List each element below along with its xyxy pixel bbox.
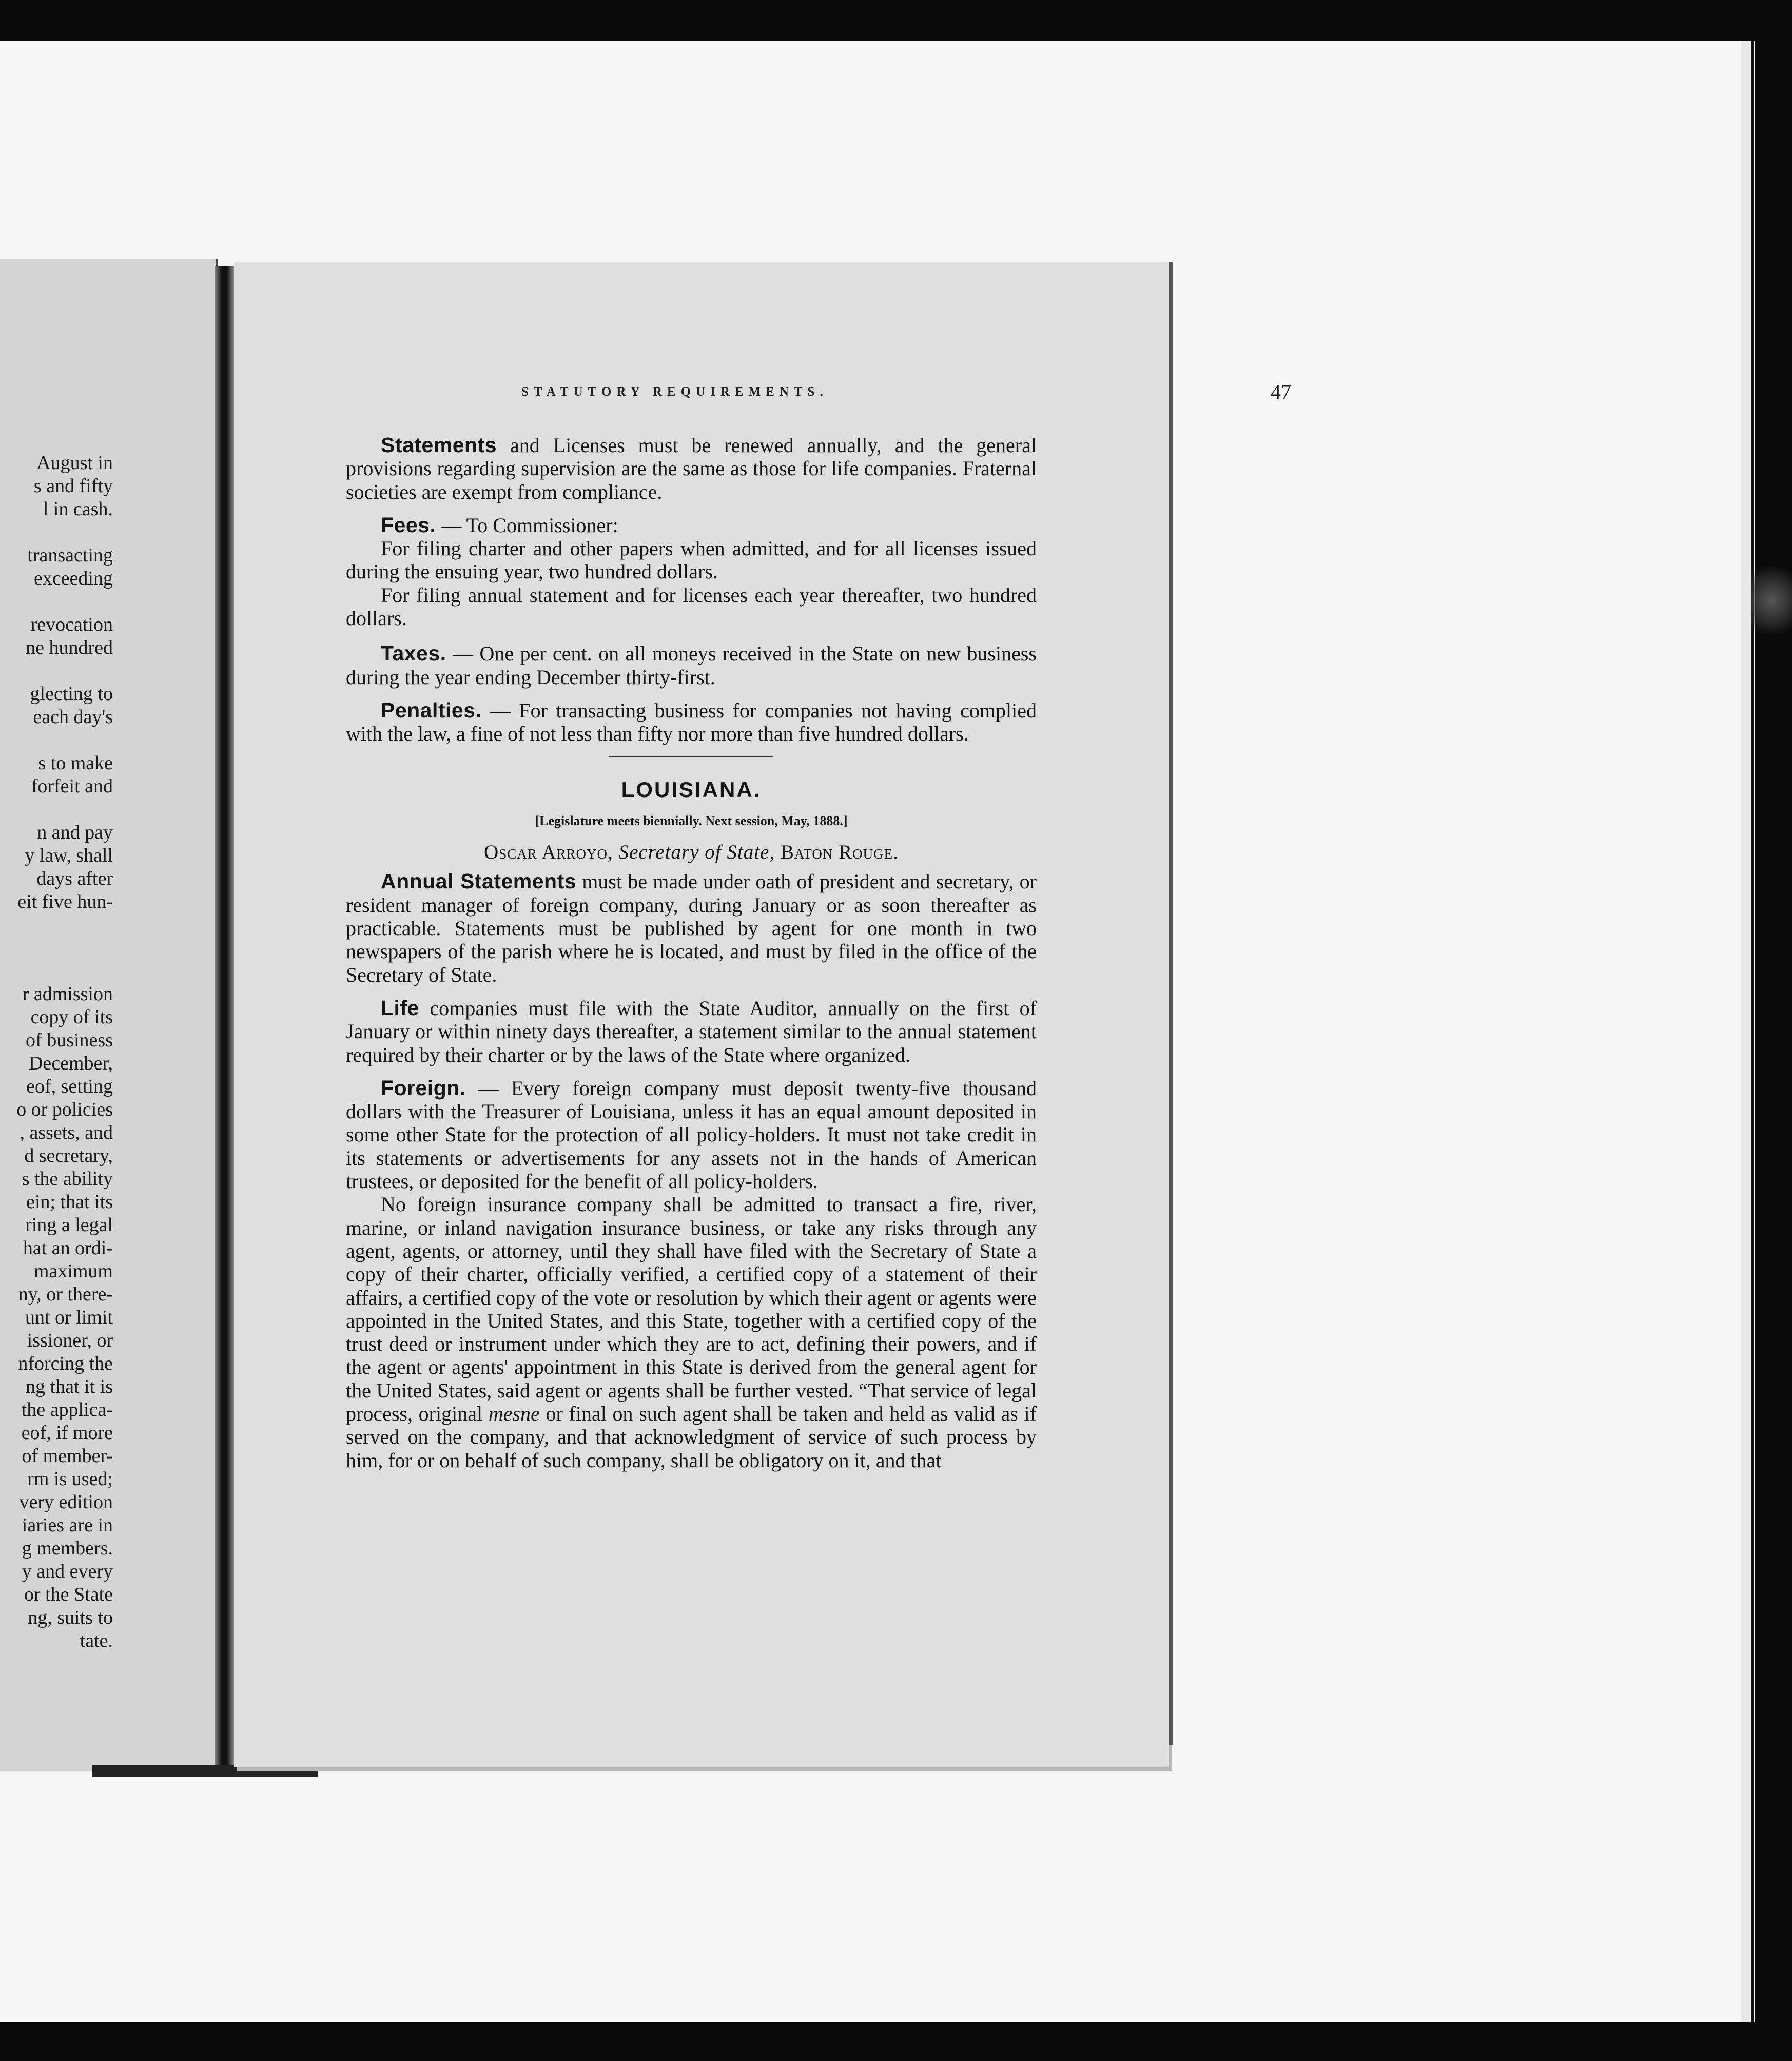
left-page-line: y law, shall [25,845,113,866]
left-page-line: l in cash. [43,498,113,520]
left-page-line: days after [36,868,113,889]
penalties-lead: Penalties. [381,698,482,722]
penalties-paragraph [346,699,1037,746]
left-page-line [0,590,113,613]
officer-name: Oscar Arroyo, [484,841,613,864]
life-paragraph [346,997,1037,1066]
left-page-line: very edition [19,1491,113,1513]
left-page-line: hat an ordi- [23,1237,113,1259]
taxes-text: — One per cent. on all moneys received in the State on new business during the year ending December thirty-first. [346,642,1037,689]
left-page-line: o or policies [16,1099,113,1120]
left-page-line [0,659,113,683]
left-page-line [0,729,113,752]
left-page-line: copy of its [30,1006,113,1028]
left-page-line: eof, if more [21,1422,113,1444]
foreign-text: — Every foreign company must deposit twenty-five thousand dollars with the Treasurer of Louisiana, unless it has an equal amount deposited in some other State for the protection of all policy-holders. It must not take credit in its statements or advertisements for any assets not in the hands of American trustees, or deposited for the benefit of all policy-holders. [346,1076,1037,1193]
left-page-line: December, [28,1053,113,1074]
left-page-line: g members. [22,1538,113,1559]
left-page-line: rm is used; [27,1468,113,1490]
left-page-line: ng, suits to [28,1607,113,1628]
no-foreign-text-2: or final on such agent shall be taken and held as valid as if served on the company, and that acknowledgment of service of such process by him, for or on behalf of such company, shall be obligatory on it, and that [346,1402,1037,1472]
left-page-line: each day's [33,706,113,728]
scan-artifact [1751,554,1792,647]
left-page-line: r admission [22,983,113,1005]
left-page-line [0,913,113,937]
officer-line [346,841,1037,864]
fees-lead: Fees. [381,513,436,537]
no-foreign-text-1: No foreign insurance company shall be admitted to transact a fire, river, marine, or inland navigation insurance business, or take any risks through any agent, agents, or attorney, until they shall have filed with the Secretary of State a copy of their charter, officially verified, a certified copy of a statement of their affairs, a certified copy of the vote or resolution by which their agent or agents were appointed in the United States, and this State, together with a certified copy of the trust deed or instrument under which they are to act, defining their powers, and if the agent or agents' appointment in this State is derived from the general agent for the United States, said agent or agents shall be further vested. “That service of legal process, original [346,1193,1037,1425]
left-page-line: ng that it is [26,1376,113,1397]
left-page-line: transacting [27,545,113,566]
foreign-paragraph [346,1077,1037,1193]
left-page-line [0,960,113,983]
left-page-line: eit five hun- [17,891,113,912]
left-page-line: ring a legal [25,1214,113,1236]
left-page-line: s the ability [22,1168,113,1190]
left-page-line: or the State [24,1584,113,1605]
left-page-line: y and every [22,1561,113,1582]
left-page-line: tate. [80,1630,113,1651]
taxes-paragraph [346,642,1037,689]
page-number: 47 [1271,380,1291,403]
penalties-text: — For transacting business for companies not having complied with the law, a fine of not less than fifty nor more than five hundred dollars. [346,698,1037,746]
taxes-lead: Taxes. [381,641,446,666]
left-page-line: , assets, and [20,1122,113,1143]
left-page-line: issioner, or [27,1330,113,1351]
left-page-line: the applica- [21,1399,113,1421]
left-page-line: of business [26,1029,113,1051]
book-spine [215,266,235,1770]
page-body [346,434,1037,1472]
left-page-line: maximum [33,1260,113,1282]
fees-heading [346,514,1037,537]
left-page-line: iaries are in [22,1514,113,1536]
left-page-line [0,798,113,821]
fees-line-2: For filing annual statement and for licenses each year thereafter, two hundred dollars. [346,583,1037,630]
left-page [0,259,218,1771]
life-lead: Life [381,996,419,1020]
left-page-line [0,937,113,960]
louisiana-title: LOUISIANA. [621,777,762,802]
left-page-line: glecting to [30,683,113,705]
left-page-line [0,521,113,544]
running-header [521,380,1291,403]
left-page-line: August in [36,452,113,474]
left-page-line: s to make [38,752,113,774]
right-page [234,262,1291,1767]
no-foreign-mesne: mesne [488,1402,540,1425]
page-edge [1169,262,1173,1745]
annual-statements-paragraph [346,870,1037,986]
scan-frame-edge [1741,41,1754,2022]
left-page-line: revocation [30,614,113,635]
foreign-lead: Foreign. [381,1076,466,1100]
left-page-line: eof, setting [26,1076,113,1097]
session-note: [Legislature meets biennially. Next session, May, 1888.] [535,813,848,828]
running-header-title: STATUTORY REQUIREMENTS. [521,385,828,399]
section-divider [609,756,773,757]
left-page-line: n and pay [37,822,113,843]
officer-city: Baton Rouge. [780,841,899,864]
left-page-line: exceeding [33,568,113,589]
statements-lead: Statements [381,433,497,457]
statements-paragraph [346,434,1037,503]
fees-line-1: For filing charter and other papers when admitted, and for all licenses issued during the ensuing year, two hundred dollars. [346,537,1037,584]
annual-statements-text: must be made under oath of president and secretary, or resident manager of foreign company, during January or as soon thereafter as practicable. Statements must be published by agent for one month in two newspapers of the parish where he is located, and must by filed in the office of the Secretary of State. [346,870,1037,986]
left-page-line: of member- [22,1445,113,1467]
left-page-line: ny, or there- [18,1284,113,1305]
no-foreign-paragraph [346,1193,1037,1472]
left-page-line: ne hundred [26,637,113,658]
statements-text: and Licenses must be renewed annually, and the general provisions regarding supervision are the same as those for life companies. Fraternal societies are exempt from compliance. [346,434,1037,503]
left-page-line: nforcing the [18,1353,113,1374]
left-page-line: ein; that its [26,1191,113,1213]
left-page-line: unt or limit [25,1307,113,1328]
life-text: companies must file with the State Auditor, annually on the first of January or within ninety days thereafter, a statement similar to the annual statement required by their charter or by the laws of the State where organized. [346,996,1037,1066]
left-page-line: s and fifty [33,475,113,497]
left-page-line: d secretary, [24,1145,113,1166]
annual-statements-lead: Annual Statements [381,869,577,893]
left-page-line: forfeit and [31,775,113,797]
fees-intro: — To Commissioner: [436,513,618,537]
left-page-text [0,452,113,1652]
officer-title: Secretary of State, [618,841,775,864]
